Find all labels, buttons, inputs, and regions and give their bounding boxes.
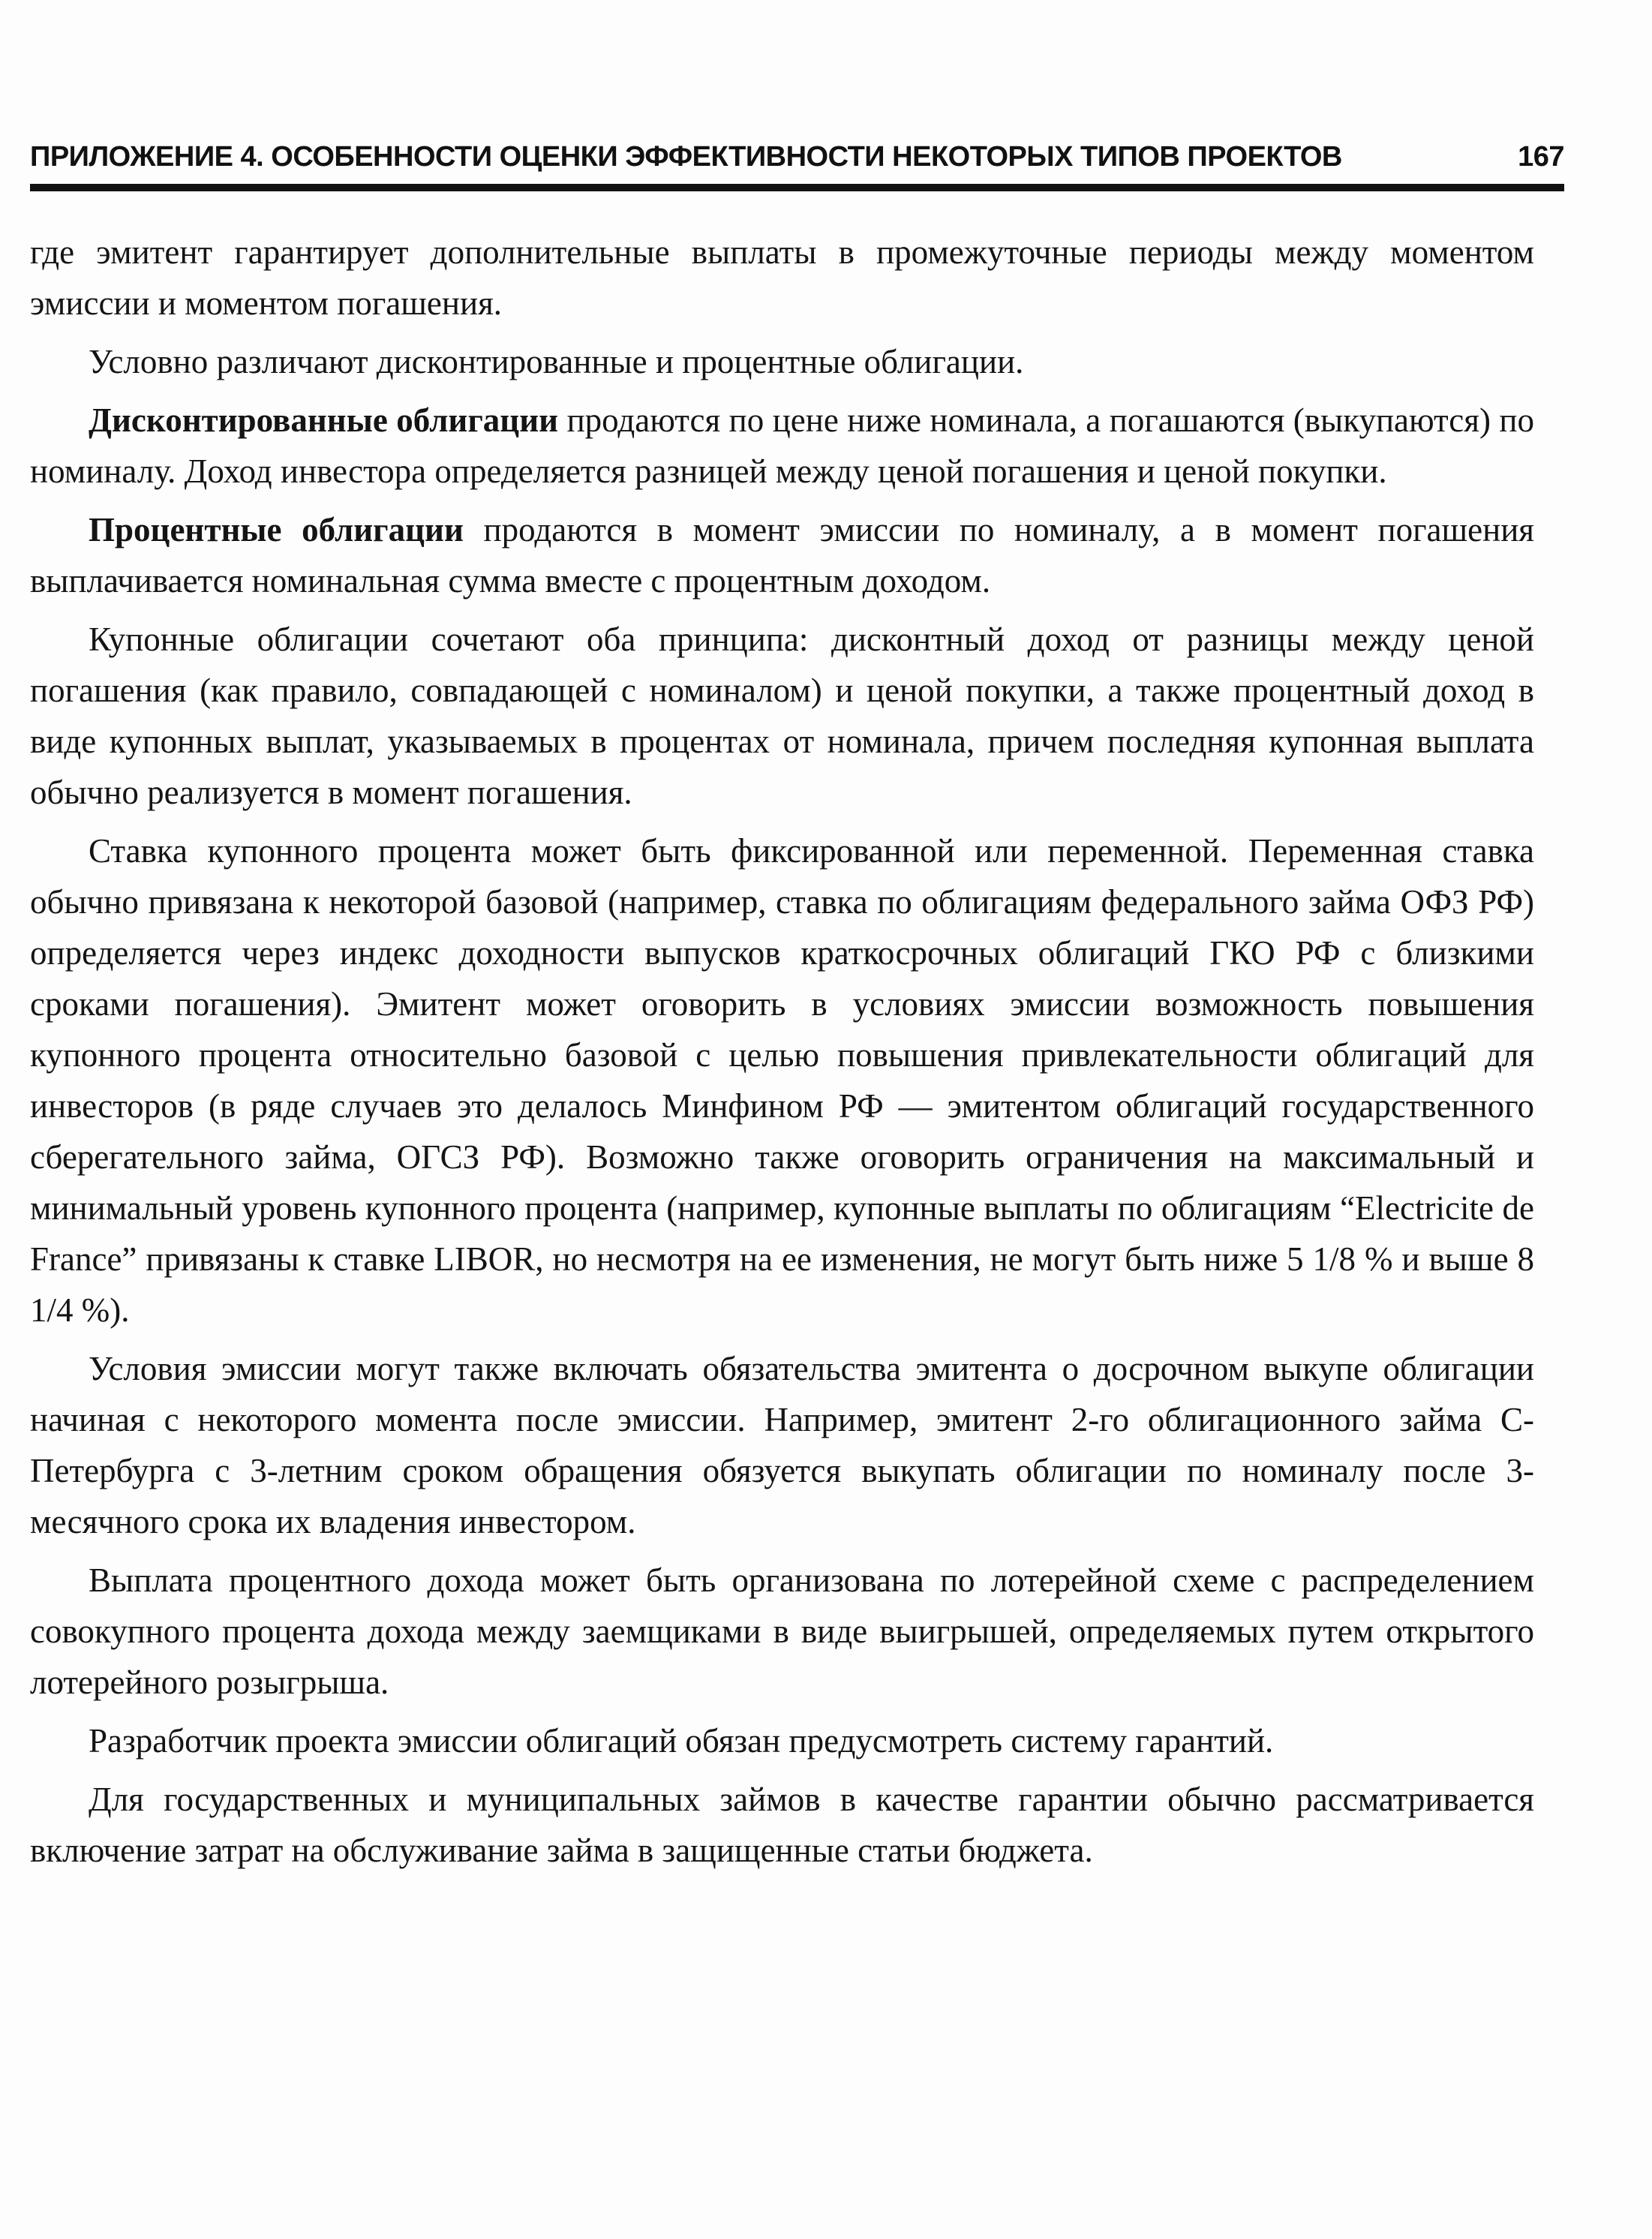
page-number: 167 bbox=[1518, 141, 1564, 173]
paragraph-continuation: где эмитент гарантирует дополнительные выплаты в промежуточные периоды между моментом эмиссии и моментом погашения. bbox=[30, 233, 1534, 322]
paragraph-bond-types: Условно различают дисконтированные и процентные облигации. bbox=[89, 343, 1024, 380]
term-discount-bonds: Дисконтированные облигации bbox=[89, 401, 559, 439]
paragraph-state-loans: Для государственных и муниципальных займов в качестве гарантии обычно рассматривается включение затрат на обслуживание займа в защищенные статьи бюджета. bbox=[30, 1781, 1534, 1869]
definition-interest-bonds: продаются в момент эмиссии по номиналу, а в момент погашения выплачивается номинальная сумма вместе с процентным доходом. bbox=[30, 511, 1534, 600]
header-rule bbox=[30, 184, 1564, 191]
running-header bbox=[30, 141, 1564, 173]
paragraph-guarantees: Разработчик проекта эмиссии облигаций обязан предусмотреть систему гарантий. bbox=[89, 1722, 1274, 1760]
paragraph-interest-bonds bbox=[30, 504, 1534, 606]
term-interest-bonds: Процентные облигации bbox=[89, 511, 464, 548]
paragraph-lottery-scheme: Выплата процентного дохода может быть организована по лотерейной схеме с распределением совокупного процента дохода между заемщиками в виде выигрышей, определяемых путем открытого лотерейного розыгрыша. bbox=[30, 1561, 1534, 1701]
definition-discount-bonds: продаются по цене ниже номинала, а погашаются (выкупаются) по номиналу. Доход инвестора определяется разницей между ценой погашения и ценой покупки. bbox=[30, 401, 1534, 490]
paragraph-coupon-bonds: Купонные облигации сочетают оба принципа: дисконтный доход от разницы между ценой погашения (как правило, совпадающей с номиналом) и ценой покупки, а также процентный доход в виде купонных выплат, указываемых в процентах от номинала, причем последняя купонная выплата обычно реализуется в момент погашения. bbox=[30, 621, 1534, 811]
header-title: ПРИЛОЖЕНИЕ 4. ОСОБЕННОСТИ ОЦЕНКИ ЭФФЕКТИВНОСТИ НЕКОТОРЫХ ТИПОВ ПРОЕКТОВ bbox=[30, 141, 1342, 173]
paragraph-coupon-rate: Ставка купонного процента может быть фиксированной или переменной. Переменная ставка обычно привязана к некоторой базовой (например, ставка по облигациям федерального займа ОФЗ РФ) определяется через индекс доходности выпусков краткосрочных облигаций ГКО РФ с близкими сроками погашения). Эмитент может оговорить в условиях эмиссии возможность повышения купонного процента относительно базовой с целью повышения привлекательности облигаций для инвесторов (в ряде случаев это делалось Минфином РФ — эмитентом облигаций государственного сберегательного займа, ОГСЗ РФ). Возможно также оговорить ограничения на максимальный и минимальный уровень купонного процента (например, купонные выплаты по облигациям “Electricite de France” привязаны к ставке LIBOR, но несмотря на ее изменения, не могут быть ниже 5 1/8 % и выше 8 1/4 %). bbox=[30, 832, 1534, 1329]
body-text bbox=[30, 227, 1534, 1883]
paragraph-early-redemption: Условия эмиссии могут также включать обязательства эмитента о досрочном выкупе облигации начиная с некоторого момента после эмиссии. Например, эмитент 2-го облигационного займа С-Петербурга с 3-летним сроком обращения обязуется выкупать облигации по номиналу после 3-месячного срока их владения инвестором. bbox=[30, 1350, 1534, 1540]
paragraph-discount-bonds bbox=[30, 395, 1534, 497]
